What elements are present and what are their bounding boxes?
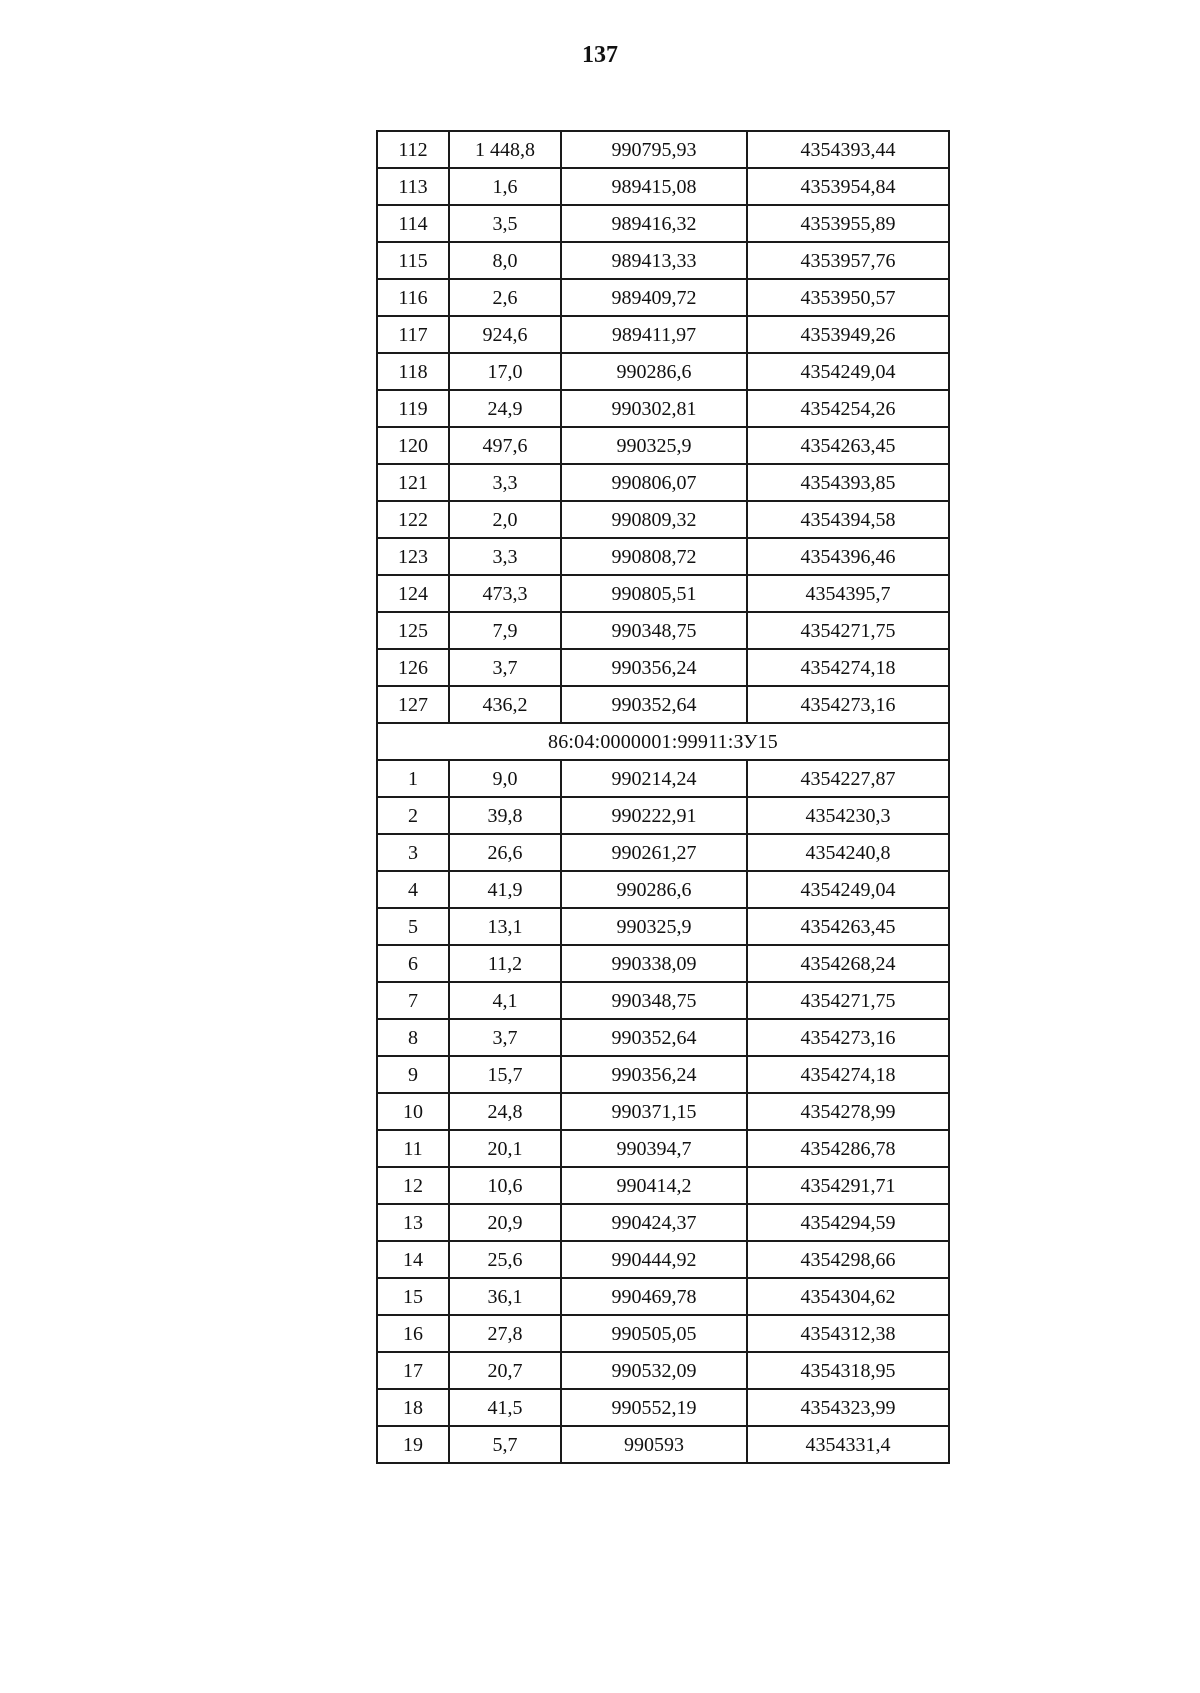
table-row — [377, 242, 949, 279]
table-row — [377, 945, 949, 982]
x-coordinate-cell: 990352,64 — [561, 686, 747, 723]
table-row — [377, 1130, 949, 1167]
length-cell: 8,0 — [449, 242, 561, 279]
y-coordinate-cell: 4353950,57 — [747, 279, 949, 316]
y-coordinate-cell: 4354273,16 — [747, 686, 949, 723]
point-number-cell: 12 — [377, 1167, 449, 1204]
point-number-cell: 112 — [377, 131, 449, 168]
y-coordinate-cell: 4354240,8 — [747, 834, 949, 871]
length-cell: 3,3 — [449, 464, 561, 501]
y-coordinate-cell: 4354249,04 — [747, 871, 949, 908]
point-number-cell: 4 — [377, 871, 449, 908]
x-coordinate-cell: 990808,72 — [561, 538, 747, 575]
table-row — [377, 834, 949, 871]
x-coordinate-cell: 990552,19 — [561, 1389, 747, 1426]
x-coordinate-cell: 990286,6 — [561, 871, 747, 908]
x-coordinate-cell: 990806,07 — [561, 464, 747, 501]
x-coordinate-cell: 990593 — [561, 1426, 747, 1463]
point-number-cell: 15 — [377, 1278, 449, 1315]
length-cell: 27,8 — [449, 1315, 561, 1352]
table-row — [377, 1241, 949, 1278]
point-number-cell: 8 — [377, 1019, 449, 1056]
point-number-cell: 6 — [377, 945, 449, 982]
x-coordinate-cell: 990325,9 — [561, 427, 747, 464]
point-number-cell: 125 — [377, 612, 449, 649]
table-row — [377, 1019, 949, 1056]
point-number-cell: 10 — [377, 1093, 449, 1130]
y-coordinate-cell: 4354263,45 — [747, 427, 949, 464]
table-row — [377, 427, 949, 464]
y-coordinate-cell: 4354294,59 — [747, 1204, 949, 1241]
y-coordinate-cell: 4354254,26 — [747, 390, 949, 427]
y-coordinate-cell: 4354323,99 — [747, 1389, 949, 1426]
table-row — [377, 1426, 949, 1463]
point-number-cell: 113 — [377, 168, 449, 205]
y-coordinate-cell: 4354394,58 — [747, 501, 949, 538]
x-coordinate-cell: 990348,75 — [561, 982, 747, 1019]
length-cell: 2,6 — [449, 279, 561, 316]
table-row — [377, 575, 949, 612]
y-coordinate-cell: 4354230,3 — [747, 797, 949, 834]
table-row — [377, 612, 949, 649]
point-number-cell: 117 — [377, 316, 449, 353]
length-cell: 436,2 — [449, 686, 561, 723]
table-row — [377, 279, 949, 316]
table-row — [377, 464, 949, 501]
x-coordinate-cell: 990532,09 — [561, 1352, 747, 1389]
point-number-cell: 14 — [377, 1241, 449, 1278]
x-coordinate-cell: 990469,78 — [561, 1278, 747, 1315]
table-row — [377, 982, 949, 1019]
length-cell: 1 448,8 — [449, 131, 561, 168]
x-coordinate-cell: 990348,75 — [561, 612, 747, 649]
y-coordinate-cell: 4354331,4 — [747, 1426, 949, 1463]
x-coordinate-cell: 990352,64 — [561, 1019, 747, 1056]
y-coordinate-cell: 4354291,71 — [747, 1167, 949, 1204]
length-cell: 2,0 — [449, 501, 561, 538]
y-coordinate-cell: 4354278,99 — [747, 1093, 949, 1130]
point-number-cell: 126 — [377, 649, 449, 686]
x-coordinate-cell: 989411,97 — [561, 316, 747, 353]
length-cell: 10,6 — [449, 1167, 561, 1204]
point-number-cell: 11 — [377, 1130, 449, 1167]
length-cell: 15,7 — [449, 1056, 561, 1093]
x-coordinate-cell: 990414,2 — [561, 1167, 747, 1204]
point-number-cell: 13 — [377, 1204, 449, 1241]
x-coordinate-cell: 990356,24 — [561, 1056, 747, 1093]
y-coordinate-cell: 4354393,85 — [747, 464, 949, 501]
x-coordinate-cell: 990809,32 — [561, 501, 747, 538]
table-row — [377, 353, 949, 390]
point-number-cell: 5 — [377, 908, 449, 945]
x-coordinate-cell: 990371,15 — [561, 1093, 747, 1130]
length-cell: 7,9 — [449, 612, 561, 649]
cadastral-number-header: 86:04:0000001:99911:ЗУ15 — [377, 723, 949, 760]
point-number-cell: 3 — [377, 834, 449, 871]
point-number-cell: 9 — [377, 1056, 449, 1093]
length-cell: 26,6 — [449, 834, 561, 871]
point-number-cell: 2 — [377, 797, 449, 834]
point-number-cell: 17 — [377, 1352, 449, 1389]
point-number-cell: 118 — [377, 353, 449, 390]
table-row — [377, 131, 949, 168]
x-coordinate-cell: 990222,91 — [561, 797, 747, 834]
x-coordinate-cell: 990394,7 — [561, 1130, 747, 1167]
length-cell: 25,6 — [449, 1241, 561, 1278]
length-cell: 39,8 — [449, 797, 561, 834]
table-row — [377, 1204, 949, 1241]
x-coordinate-cell: 989413,33 — [561, 242, 747, 279]
y-coordinate-cell: 4354286,78 — [747, 1130, 949, 1167]
point-number-cell: 19 — [377, 1426, 449, 1463]
table-row — [377, 797, 949, 834]
y-coordinate-cell: 4354304,62 — [747, 1278, 949, 1315]
x-coordinate-cell: 990805,51 — [561, 575, 747, 612]
length-cell: 1,6 — [449, 168, 561, 205]
point-number-cell: 18 — [377, 1389, 449, 1426]
x-coordinate-cell: 989409,72 — [561, 279, 747, 316]
table-row — [377, 1056, 949, 1093]
table-row — [377, 316, 949, 353]
length-cell: 4,1 — [449, 982, 561, 1019]
x-coordinate-cell: 990302,81 — [561, 390, 747, 427]
table-row — [377, 1093, 949, 1130]
length-cell: 36,1 — [449, 1278, 561, 1315]
section-header-row — [377, 723, 949, 760]
table-row — [377, 1352, 949, 1389]
length-cell: 13,1 — [449, 908, 561, 945]
length-cell: 24,9 — [449, 390, 561, 427]
length-cell: 9,0 — [449, 760, 561, 797]
table-row — [377, 1278, 949, 1315]
table-row — [377, 871, 949, 908]
x-coordinate-cell: 990338,09 — [561, 945, 747, 982]
length-cell: 20,1 — [449, 1130, 561, 1167]
y-coordinate-cell: 4354249,04 — [747, 353, 949, 390]
y-coordinate-cell: 4354298,66 — [747, 1241, 949, 1278]
y-coordinate-cell: 4354273,16 — [747, 1019, 949, 1056]
y-coordinate-cell: 4354271,75 — [747, 982, 949, 1019]
point-number-cell: 7 — [377, 982, 449, 1019]
x-coordinate-cell: 989416,32 — [561, 205, 747, 242]
coordinates-table — [376, 130, 950, 1464]
length-cell: 473,3 — [449, 575, 561, 612]
point-number-cell: 127 — [377, 686, 449, 723]
length-cell: 24,8 — [449, 1093, 561, 1130]
table-row — [377, 686, 949, 723]
x-coordinate-cell: 990214,24 — [561, 760, 747, 797]
y-coordinate-cell: 4354263,45 — [747, 908, 949, 945]
point-number-cell: 124 — [377, 575, 449, 612]
table-row — [377, 168, 949, 205]
table-row — [377, 538, 949, 575]
x-coordinate-cell: 990444,92 — [561, 1241, 747, 1278]
point-number-cell: 121 — [377, 464, 449, 501]
point-number-cell: 115 — [377, 242, 449, 279]
length-cell: 924,6 — [449, 316, 561, 353]
x-coordinate-cell: 990356,24 — [561, 649, 747, 686]
length-cell: 497,6 — [449, 427, 561, 464]
point-number-cell: 1 — [377, 760, 449, 797]
coordinates-table-body — [377, 131, 949, 1463]
table-row — [377, 205, 949, 242]
y-coordinate-cell: 4354271,75 — [747, 612, 949, 649]
length-cell: 3,5 — [449, 205, 561, 242]
table-row — [377, 760, 949, 797]
x-coordinate-cell: 990286,6 — [561, 353, 747, 390]
length-cell: 20,7 — [449, 1352, 561, 1389]
table-row — [377, 1315, 949, 1352]
length-cell: 3,7 — [449, 649, 561, 686]
length-cell: 41,5 — [449, 1389, 561, 1426]
point-number-cell: 16 — [377, 1315, 449, 1352]
table-row — [377, 649, 949, 686]
x-coordinate-cell: 990505,05 — [561, 1315, 747, 1352]
point-number-cell: 116 — [377, 279, 449, 316]
y-coordinate-cell: 4354227,87 — [747, 760, 949, 797]
y-coordinate-cell: 4354318,95 — [747, 1352, 949, 1389]
y-coordinate-cell: 4354396,46 — [747, 538, 949, 575]
length-cell: 5,7 — [449, 1426, 561, 1463]
length-cell: 20,9 — [449, 1204, 561, 1241]
length-cell: 41,9 — [449, 871, 561, 908]
table-row — [377, 1167, 949, 1204]
x-coordinate-cell: 990795,93 — [561, 131, 747, 168]
point-number-cell: 122 — [377, 501, 449, 538]
point-number-cell: 123 — [377, 538, 449, 575]
y-coordinate-cell: 4353957,76 — [747, 242, 949, 279]
y-coordinate-cell: 4354274,18 — [747, 649, 949, 686]
x-coordinate-cell: 990424,37 — [561, 1204, 747, 1241]
point-number-cell: 119 — [377, 390, 449, 427]
y-coordinate-cell: 4354312,38 — [747, 1315, 949, 1352]
y-coordinate-cell: 4354395,7 — [747, 575, 949, 612]
point-number-cell: 114 — [377, 205, 449, 242]
x-coordinate-cell: 990261,27 — [561, 834, 747, 871]
table-row — [377, 390, 949, 427]
x-coordinate-cell: 990325,9 — [561, 908, 747, 945]
y-coordinate-cell: 4354268,24 — [747, 945, 949, 982]
y-coordinate-cell: 4354393,44 — [747, 131, 949, 168]
length-cell: 3,7 — [449, 1019, 561, 1056]
y-coordinate-cell: 4354274,18 — [747, 1056, 949, 1093]
point-number-cell: 120 — [377, 427, 449, 464]
page-number: 137 — [582, 42, 618, 68]
length-cell: 3,3 — [449, 538, 561, 575]
table-row — [377, 1389, 949, 1426]
table-row — [377, 501, 949, 538]
y-coordinate-cell: 4353949,26 — [747, 316, 949, 353]
length-cell: 17,0 — [449, 353, 561, 390]
y-coordinate-cell: 4353954,84 — [747, 168, 949, 205]
length-cell: 11,2 — [449, 945, 561, 982]
table-row — [377, 908, 949, 945]
y-coordinate-cell: 4353955,89 — [747, 205, 949, 242]
x-coordinate-cell: 989415,08 — [561, 168, 747, 205]
